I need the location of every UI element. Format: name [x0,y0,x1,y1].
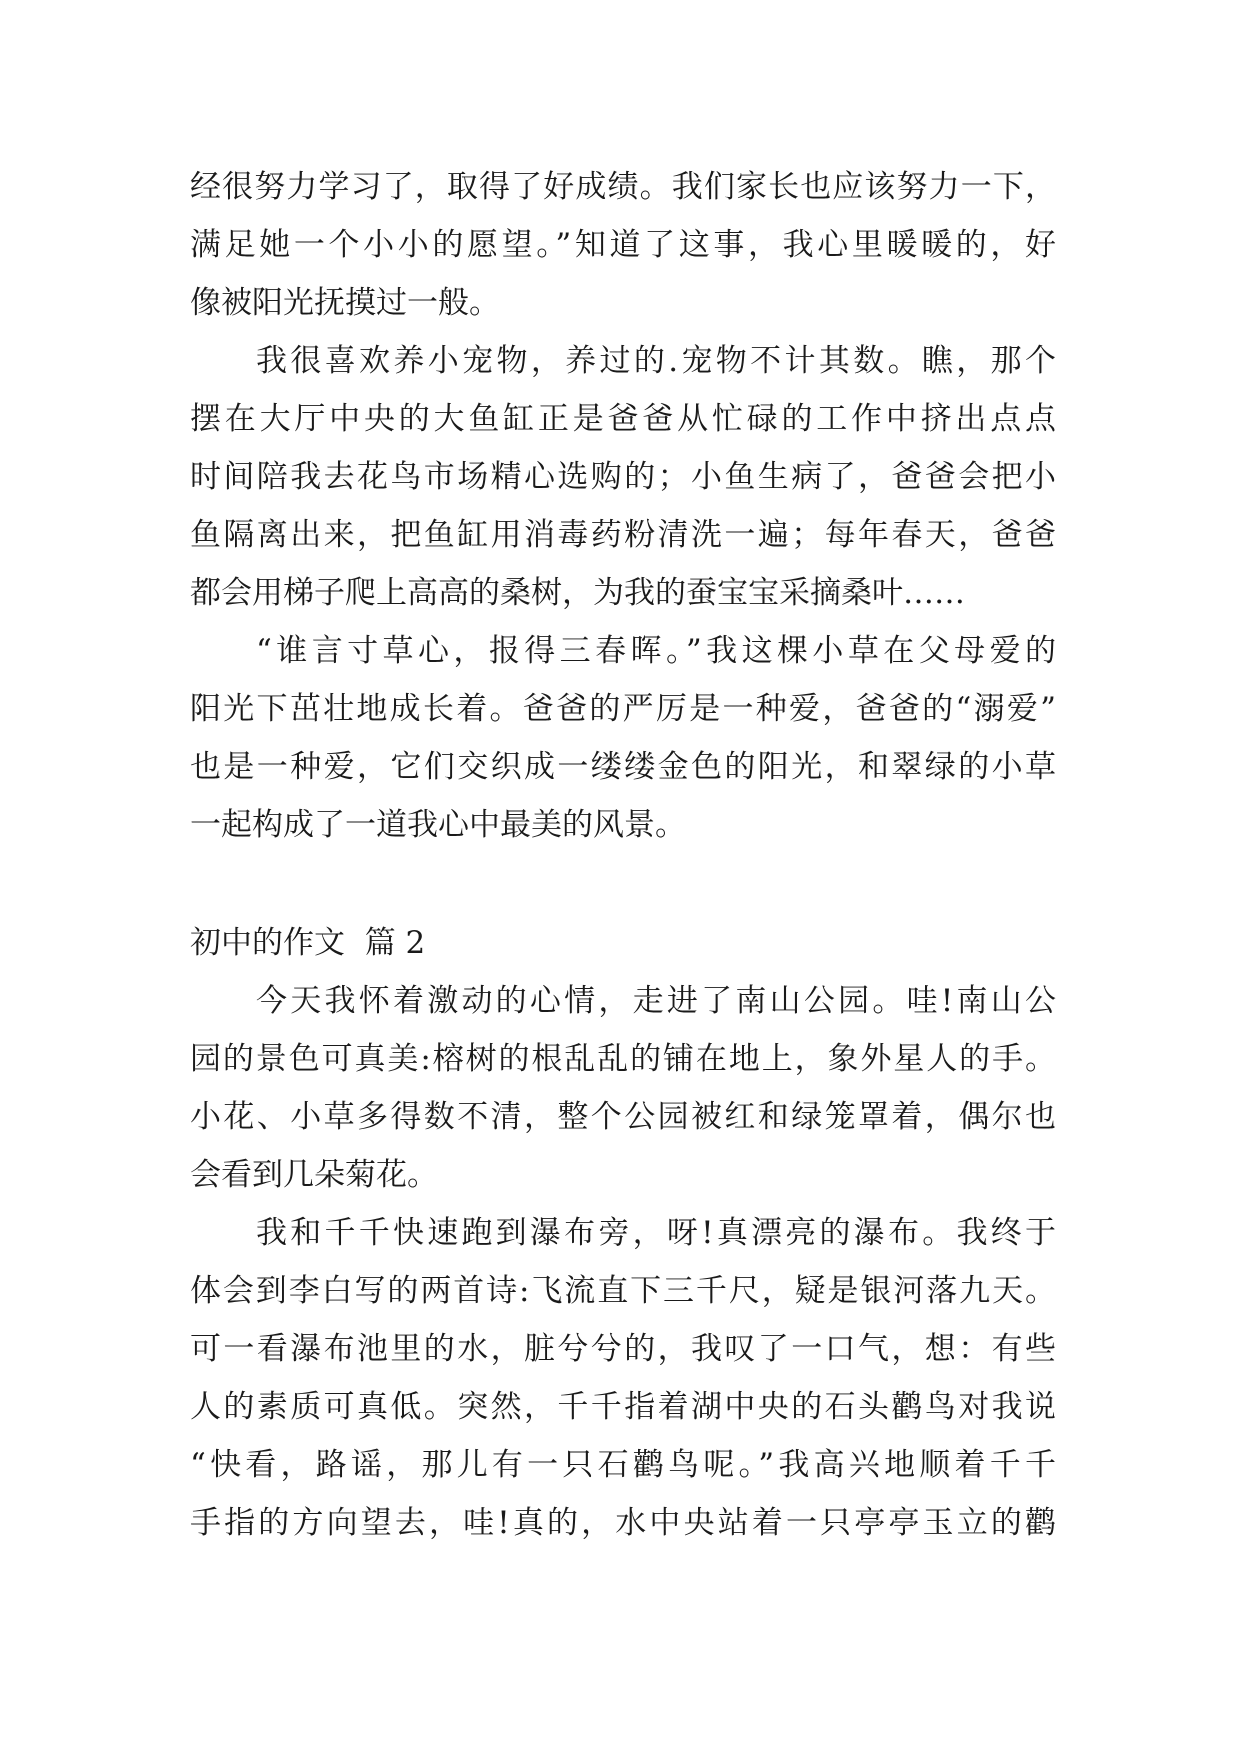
paragraph [190,332,1056,622]
text-line: 人的素质可真低。突然，千千指着湖中央的石头鹳鸟对我说 [190,1389,1056,1425]
section-heading: 初中的作文 篇 2 [190,925,426,961]
text-line: 时间陪我去花鸟市场精心选购的；小鱼生病了，爸爸会把小 [190,459,1056,495]
text-line: 园的景色可真美:榕树的根乱乱的铺在地上，象外星人的手。 [190,1041,1056,1077]
paragraph [190,1204,1056,1552]
section-spacer [190,854,1056,914]
text-line: 都会用梯子爬上高高的桑树，为我的蚕宝宝采摘桑叶…… [190,575,965,611]
text-line: 小花、小草多得数不清，整个公园被红和绿笼罩着，偶尔也 [190,1099,1056,1135]
text-line: 我很喜欢养小宠物，养过的.宠物不计其数。瞧，那个 [256,343,1056,379]
text-line: 体会到李白写的两首诗:飞流直下三千尺，疑是银河落九天。 [190,1273,1056,1309]
text-line: 今天我怀着激动的心情，走进了南山公园。哇!南山公 [256,983,1056,1019]
paragraph [190,972,1056,1204]
paragraph [190,158,1056,332]
text-line: 经很努力学习了，取得了好成绩。我们家长也应该努力一下， [190,169,1056,205]
paragraph [190,622,1056,854]
text-line: 摆在大厅中央的大鱼缸正是爸爸从忙碌的工作中挤出点点 [190,401,1056,437]
text-line: 鱼隔离出来，把鱼缸用消毒药粉清洗一遍；每年春天，爸爸 [190,517,1056,553]
text-line: 一起构成了一道我心中最美的风景。 [190,807,686,843]
text-line: 阳光下茁壮地成长着。爸爸的严厉是一种爱，爸爸的“溺爱” [190,691,1056,727]
text-line: 我和千千快速跑到瀑布旁，呀!真漂亮的瀑布。我终于 [256,1215,1056,1251]
text-line: “快看，路谣，那儿有一只石鹳鸟呢。”我高兴地顺着千千 [190,1447,1056,1483]
text-line: 手指的方向望去，哇!真的，水中央站着一只亭亭玉立的鹳 [190,1505,1056,1541]
text-line: 会看到几朵菊花。 [190,1157,438,1193]
text-line: 满足她一个小小的愿望。”知道了这事，我心里暖暖的，好 [190,227,1056,263]
text-line: 也是一种爱，它们交织成一缕缕金色的阳光，和翠绿的小草 [190,749,1056,785]
text-line: 像被阳光抚摸过一般。 [190,285,500,321]
document-page [190,158,1056,1552]
text-line: “谁言寸草心，报得三春晖。”我这棵小草在父母爱的 [256,633,1056,669]
text-line: 可一看瀑布池里的水，脏兮兮的，我叹了一口气，想：有些 [190,1331,1056,1367]
